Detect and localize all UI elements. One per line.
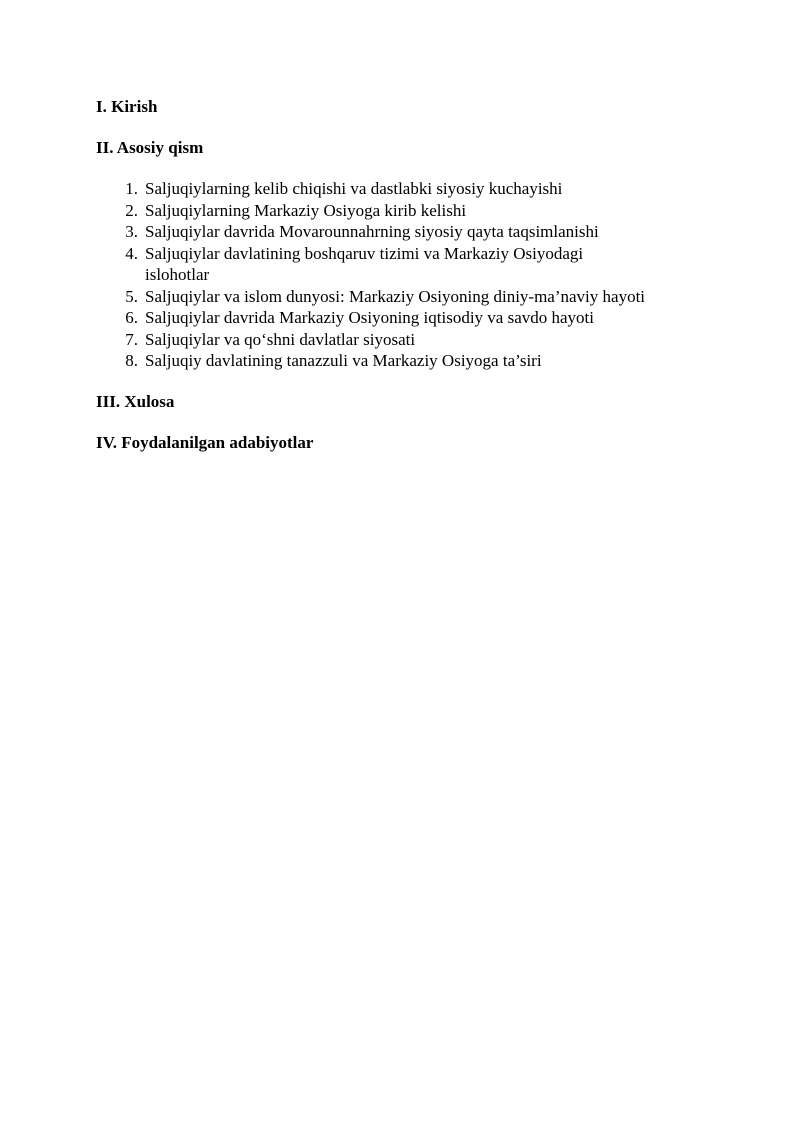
list-item bbox=[96, 243, 716, 286]
list-item-number: 1. bbox=[125, 179, 138, 198]
list-item bbox=[96, 221, 716, 243]
list-item-number: 3. bbox=[125, 222, 138, 241]
section-heading-references: IV. Foydalanilgan adabiyotlar bbox=[96, 432, 314, 452]
list-item-number: 6. bbox=[125, 308, 138, 327]
list-item-text: Saljuqiylar davlatining boshqaruv tizimi va Markaziy Osiyodagi islohotlar bbox=[145, 243, 584, 284]
main-section-list bbox=[96, 178, 716, 372]
list-item-text: Saljuqiylar va qo‘shni davlatlar siyosati bbox=[145, 329, 416, 349]
document-content bbox=[96, 96, 716, 454]
list-item-number: 8. bbox=[125, 351, 138, 370]
list-item-number: 5. bbox=[125, 286, 138, 306]
list-item-text: Saljuqiylarning kelib chiqishi va dastlabki siyosiy kuchayishi bbox=[145, 179, 563, 198]
list-item-text: Saljuqiylarning Markaziy Osiyoga kirib kelishi bbox=[145, 200, 467, 220]
list-item bbox=[96, 329, 716, 351]
section-heading-conclusion: III. Xulosa bbox=[96, 391, 175, 411]
list-item bbox=[96, 350, 716, 372]
section-heading-main: II. Asosiy qism bbox=[96, 138, 204, 157]
list-item-text: Saljuqiylar davrida Markaziy Osiyoning iqtisodiy va savdo hayoti bbox=[145, 308, 595, 327]
list-item-text: Saljuqiylar va islom dunyosi: Markaziy Osiyoning diniy-ma’naviy hayoti bbox=[145, 286, 646, 306]
list-item bbox=[96, 178, 716, 200]
list-item-text: Saljuqiy davlatining tanazzuli va Markaziy Osiyoga ta’siri bbox=[145, 351, 542, 370]
list-item-number: 2. bbox=[125, 200, 138, 220]
section-heading-intro: I. Kirish bbox=[96, 97, 158, 116]
list-item bbox=[96, 286, 716, 308]
list-item bbox=[96, 200, 716, 222]
list-item bbox=[96, 307, 716, 329]
list-item-number: 4. bbox=[125, 243, 138, 263]
list-item-number: 7. bbox=[125, 329, 138, 349]
list-item-text: Saljuqiylar davrida Movarounnahrning siyosiy qayta taqsimlanishi bbox=[145, 222, 599, 241]
